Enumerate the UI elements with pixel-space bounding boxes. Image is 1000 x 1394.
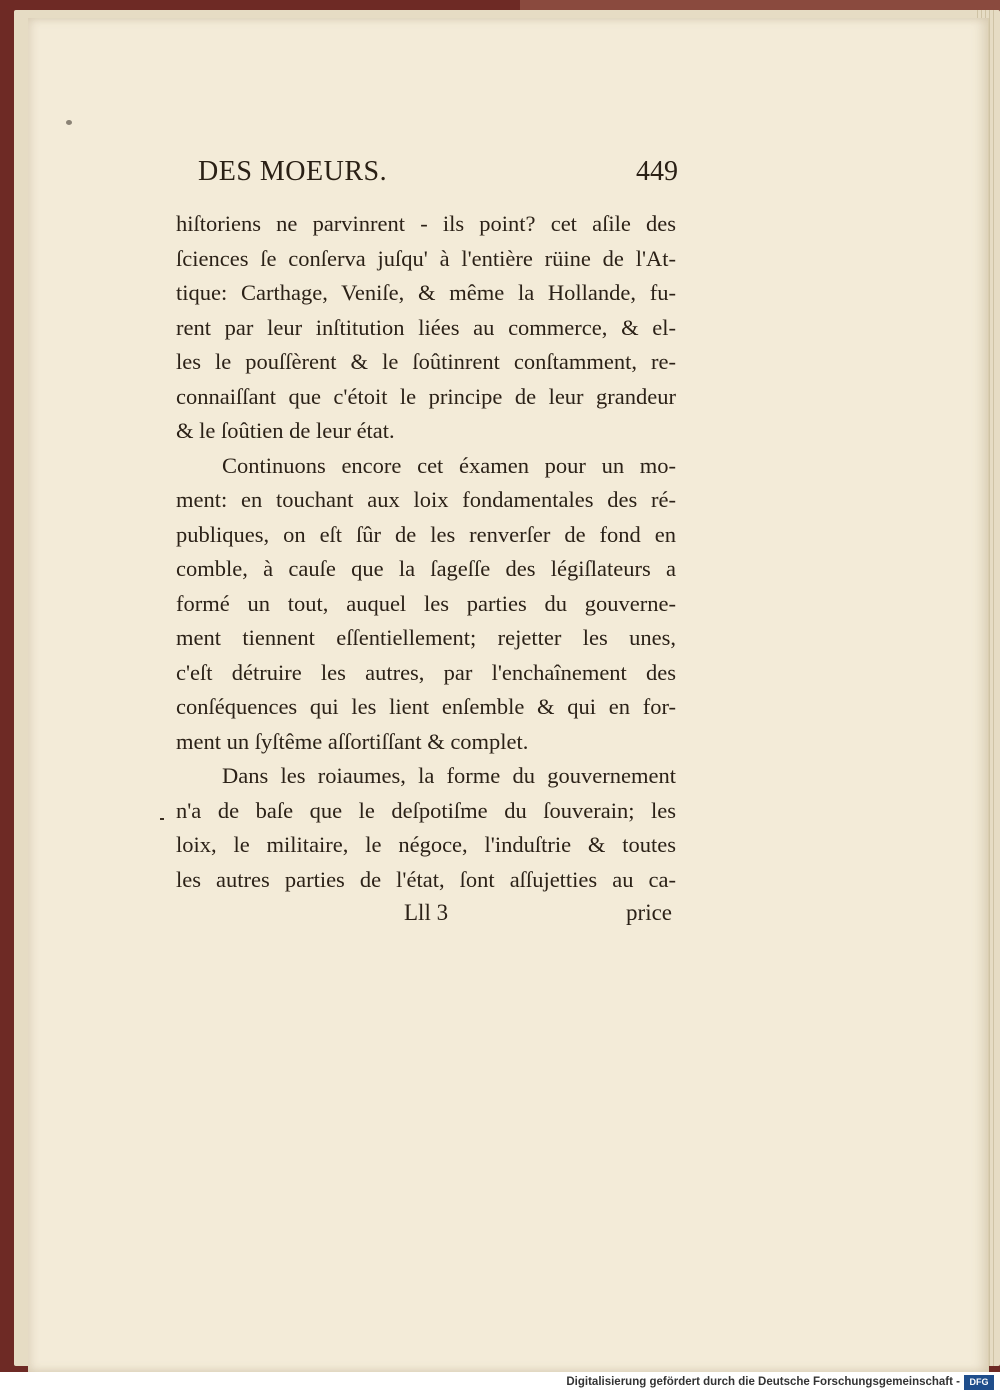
text-line: tique: Carthage, Veniſe, & même la Hollande, fu- <box>176 280 676 305</box>
credit-bar <box>0 1372 1000 1394</box>
binding-edge <box>520 0 1000 10</box>
text-line: ment un ſyſtême aſſortiſſant & complet. <box>176 728 529 754</box>
body-text <box>176 207 676 897</box>
text-line: formé un tout, auquel les parties du gouverne- <box>176 590 676 616</box>
text-line: conſéquences qui les lient enſemble & qui en for- <box>176 694 676 719</box>
text-line: publiques, on eſt ſûr de les renverſer de fond en <box>176 521 676 547</box>
page-header <box>178 156 678 200</box>
text-line: les autres parties de l'état, ſont aſſujetties au ca- <box>176 866 676 892</box>
text-line: hiſtoriens ne parvinrent - ils point? cet aſile des <box>176 211 676 236</box>
running-head: DES MOEURS. <box>198 156 388 187</box>
text-line: ment tiennent eſſentiellement; rejetter les unes, <box>176 625 676 650</box>
signature-mark: Lll 3 <box>404 900 449 925</box>
text-line: c'eſt détruire les autres, par l'enchaînement des <box>176 659 676 685</box>
text-line: & le ſoûtien de leur état. <box>176 418 395 443</box>
page-number: 449 <box>636 156 678 187</box>
text-line: Continuons encore cet éxamen pour un mo- <box>222 452 676 478</box>
text-line: n'a de baſe que le deſpotiſme du ſouverain; les <box>176 797 676 823</box>
page-foot <box>176 900 672 930</box>
text-line: ſciences ſe conſerva juſqu' à l'entière rüine de l'At- <box>176 245 676 271</box>
catchword: price <box>626 900 672 925</box>
text-line: Dans les roiaumes, la forme du gouvernement <box>222 763 676 788</box>
margin-mark <box>160 818 164 820</box>
funding-credit: Digitalisierung gefördert durch die Deutsche Forschungsgemeinschaft - <box>566 1376 960 1388</box>
text-line: comble, à cauſe que la ſageſſe des légiſlateurs a <box>176 556 676 581</box>
dfg-logo-icon: DFG <box>964 1375 994 1390</box>
ink-speck <box>66 120 72 125</box>
text-line: loix, le militaire, le négoce, l'induſtrie & toutes <box>176 832 676 857</box>
text-line: connaiſſant que c'étoit le principe de leur grandeur <box>176 383 676 409</box>
text-line: ment: en touchant aux loix fondamentales des ré- <box>176 487 676 512</box>
text-line: rent par leur inſtitution liées au commerce, & el- <box>176 314 676 340</box>
text-line: les le pouſſèrent & le ſoûtinrent conſtamment, re- <box>176 349 676 374</box>
